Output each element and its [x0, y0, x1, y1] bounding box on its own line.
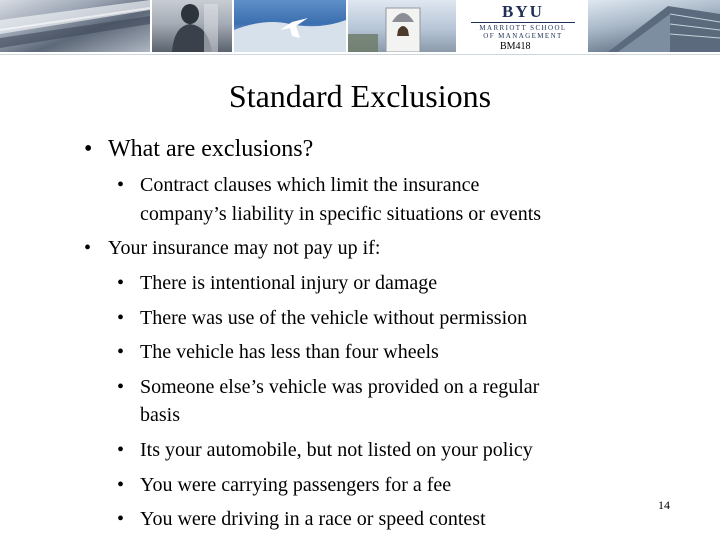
course-code: BM418: [500, 41, 531, 52]
bullet-glyph: •: [117, 174, 125, 196]
question-not-pay-up: Your insurance may not pay up if:: [108, 237, 381, 259]
bullet-glyph: •: [117, 508, 125, 530]
logo-management-text: OF MANAGEMENT: [483, 32, 563, 40]
bullet-glyph: •: [117, 439, 125, 461]
answer-line-2: company’s liability in specific situations or events: [140, 203, 542, 225]
answer-line-1: Contract clauses which limit the insurance: [140, 174, 480, 196]
bullet-glyph: •: [84, 136, 93, 162]
logo-byu-text: BYU: [502, 2, 544, 21]
logo-school-text: MARRIOTT SCHOOL: [479, 24, 567, 32]
exclusion-item: You were driving in a race or speed contest: [140, 508, 486, 530]
exclusion-item: Someone else’s vehicle was provided on a regular: [140, 376, 540, 398]
exclusion-item: The vehicle has less than four wheels: [140, 341, 439, 363]
slide-title: Standard Exclusions: [228, 78, 492, 114]
exclusion-item: There is intentional injury or damage: [140, 272, 438, 294]
slide-number: 14: [658, 498, 670, 512]
exclusion-item-continued: basis: [140, 404, 180, 426]
exclusion-item: There was use of the vehicle without permission: [140, 307, 528, 329]
exclusion-item: You were carrying passengers for a fee: [140, 474, 452, 496]
bullet-glyph: •: [117, 272, 125, 294]
bullet-glyph: •: [117, 474, 125, 496]
bullet-glyph: •: [117, 376, 125, 398]
question-what-are-exclusions: What are exclusions?: [108, 136, 314, 162]
bullet-glyph: •: [84, 237, 92, 259]
exclusion-item: Its your automobile, but not listed on your policy: [140, 439, 533, 461]
bullet-glyph: •: [117, 307, 125, 329]
bullet-glyph: •: [117, 341, 125, 363]
